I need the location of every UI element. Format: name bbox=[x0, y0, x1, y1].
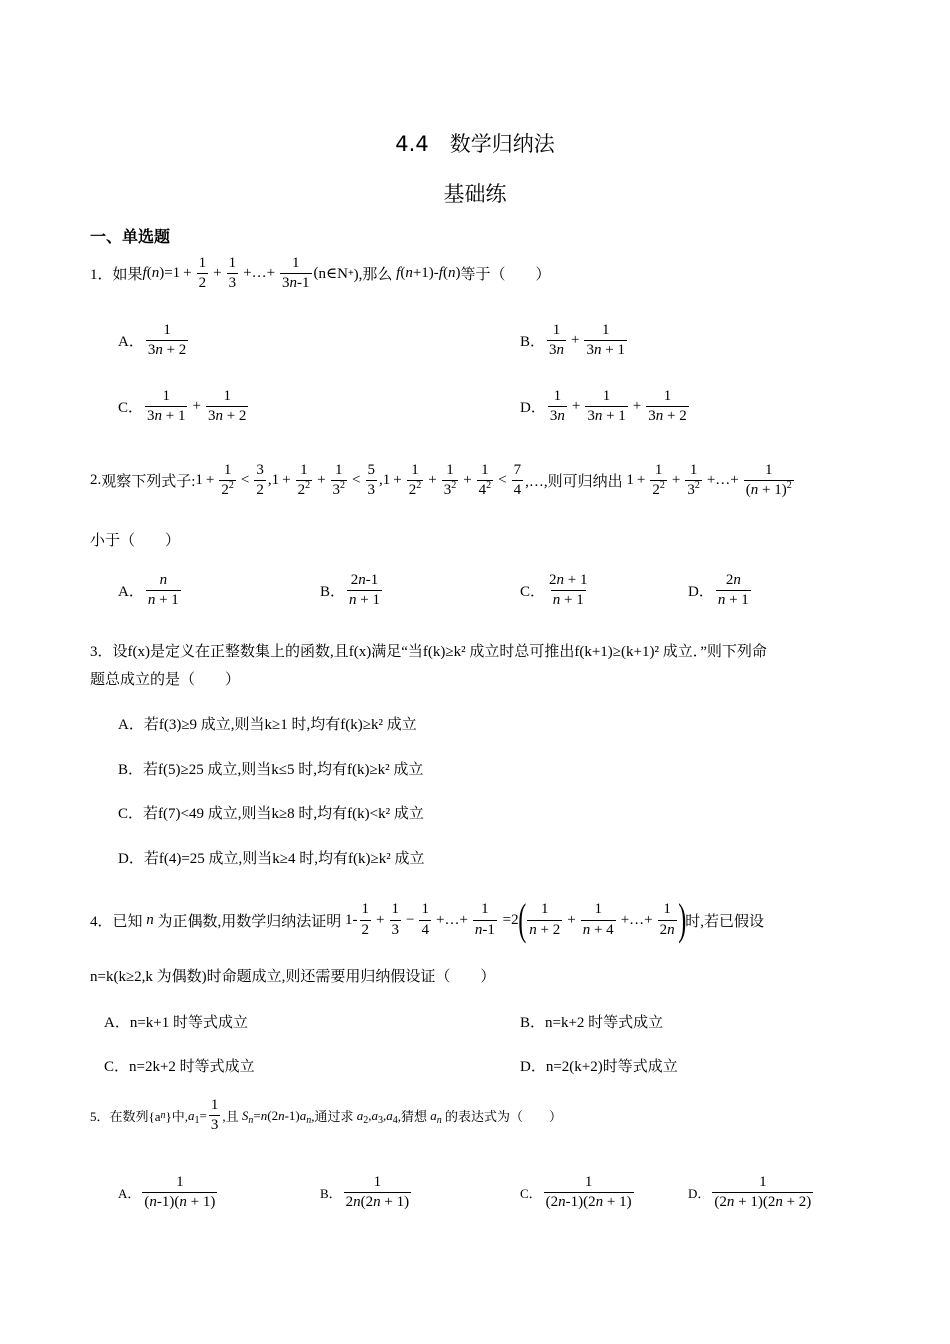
question-5-stem: 5． 在数列{a n }中, $a_1=$ $\frac{1}{3}$ ,且 $S_n=n(2n-1)a_n$ ,通过求 $a_2,a_3,a_4$ ,猜想 $a_n$ 的表达式为（ ） bbox=[90, 1097, 563, 1134]
q4-option-d[interactable]: D．n=2(k+2)时等式成立 bbox=[520, 1059, 678, 1075]
q4-option-a[interactable]: A．n=k+1 时等式成立 bbox=[104, 1015, 249, 1031]
q5-option-d[interactable]: D． $\frac{1}{(2n + 1)(2n + 2)}$ bbox=[688, 1174, 812, 1211]
page-subtitle: 基础练 bbox=[443, 182, 507, 206]
q2-option-d[interactable]: D． $\frac{2n}{n + 1}$ bbox=[688, 572, 749, 609]
question-2-stem: 2. 观察下列式子: 1 + $\frac{1}{2^2}$ < $\frac{3}{2}$ ,1 + $\frac{1}{2^2}$ + $\frac{1}{3^2}$ < $\frac{5}{3}$ ,1 + $\frac{1}{2^2}$ + $\frac{1}{3^2}$ + $\frac{1}{4^2}$ < $\frac{7}{4}$ ,…,则可归纳出 1 + $\frac{1}{2^2}$ + $\frac{1}{3^2}$ +…+ $\frac{1}{(n + 1)^2}$ bbox=[90, 462, 792, 499]
question-3-stem-end: 题总成立的是（ ） bbox=[90, 672, 241, 688]
question-4-stem: 4． 已知 n 为正偶数,用数学归纳法证明 1- $\frac{1}{2}$ + $\frac{1}{3}$ − $\frac{1}{4}$ +…+ $\frac{1}{n-1}$ =2 ( $\frac{1}{n + 2}$ + $\frac{1}{n + 4}$ +…+ $\frac{1}{2n}$ ) 时,若已假设 bbox=[90, 895, 765, 944]
q5-option-b[interactable]: B． $\frac{1}{2n(2n + 1)}$ bbox=[320, 1174, 410, 1211]
q1-option-b[interactable]: B． $\frac{1}{3n}$ + $\frac{1}{3n + 1}$ bbox=[520, 322, 625, 359]
q2-option-a[interactable]: A． $\frac{n}{n + 1}$ bbox=[118, 572, 179, 609]
question-1-stem: 1． 如果 f(n)=1 + $\frac{1}{2}$ + $\frac{1}{3}$ +…+ $\frac{1}{3n-1}$ ( n∈N + ),那么 f(n+1)-f(n) 等于（ ） bbox=[90, 255, 551, 292]
q4-option-b[interactable]: B．n=k+2 时等式成立 bbox=[520, 1015, 664, 1031]
q4-option-c[interactable]: C．n=2k+2 时等式成立 bbox=[104, 1059, 255, 1075]
q2-option-c[interactable]: C． $\frac{2n + 1}{n + 1}$ bbox=[520, 572, 588, 609]
q1-option-d[interactable]: D． $\frac{1}{3n}$ + $\frac{1}{3n + 1}$ + $\frac{1}{3n + 2}$ bbox=[520, 388, 687, 425]
q5-option-a[interactable]: A． $\frac{1}{(n-1)(n + 1)}$ bbox=[118, 1174, 216, 1211]
q1-option-c[interactable]: C． $\frac{1}{3n + 1}$ + $\frac{1}{3n + 2}$ bbox=[118, 388, 247, 425]
question-3-stem: 3．设f(x)是定义在正整数集上的函数,且f(x)满足“当f(k)≥k² 成立时总可推出f(k+1)≥(k+1)² 成立．”则下列命 bbox=[90, 644, 767, 660]
q5-option-c[interactable]: C． $\frac{1}{(2n-1)(2n + 1)}$ bbox=[520, 1174, 632, 1211]
q3-option-c[interactable]: C．若f(7)<49 成立,则当k≥8 时,均有f(k)<k² 成立 bbox=[118, 806, 424, 822]
page-title: 4.4 数学归纳法 bbox=[395, 132, 555, 156]
q3-option-a[interactable]: A．若f(3)≥9 成立,则当k≥1 时,均有f(k)≥k² 成立 bbox=[118, 717, 417, 733]
q3-option-b[interactable]: B．若f(5)≥25 成立,则当k≤5 时,均有f(k)≥k² 成立 bbox=[118, 762, 424, 778]
section-heading: 一、单选题 bbox=[90, 227, 171, 246]
question-4-stem-end: n=k(k≥2,k 为偶数)时命题成立,则还需要用归纳假设证（ ） bbox=[90, 969, 496, 985]
q1-option-a[interactable]: A． $\frac{1}{3n + 2}$ bbox=[118, 322, 187, 359]
question-2-stem-end: 小于（ ） bbox=[90, 533, 181, 549]
q3-option-d[interactable]: D．若f(4)=25 成立,则当k≥4 时,均有f(k)≥k² 成立 bbox=[118, 851, 425, 867]
q2-option-b[interactable]: B． $\frac{2n-1}{n + 1}$ bbox=[320, 572, 380, 609]
